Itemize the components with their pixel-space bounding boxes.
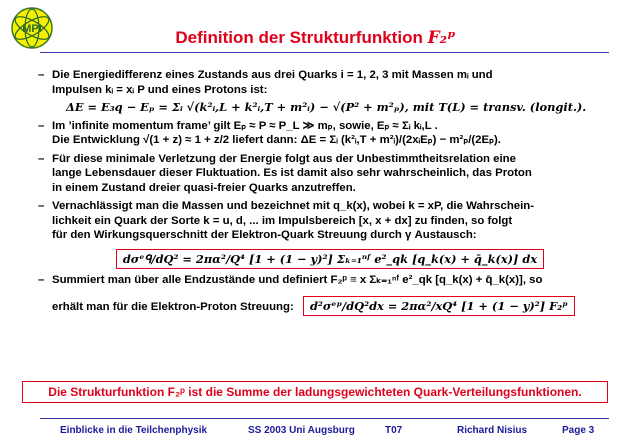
bullet-1	[38, 68, 608, 115]
bullet-dash: –	[38, 200, 45, 212]
bullet-4	[38, 199, 608, 269]
bullet-dash: –	[38, 69, 45, 81]
footer-page: Page 3	[562, 425, 595, 436]
logo-text: MPI	[22, 23, 42, 35]
title-symbol: F₂ᵖ	[427, 28, 456, 48]
header-rule	[40, 52, 609, 53]
bullet-dash: –	[38, 274, 45, 286]
footer-topic: T07	[385, 425, 403, 436]
page-title	[0, 28, 631, 48]
electron-proton-cross-section-equation: d²σᵉᵖ/dQ²dx = 2πα²/xQ⁴ [1 + (1 − y)²] F₂ᵖ	[303, 296, 575, 317]
bullet-4-line2: lichkeit ein Quark der Sorte k = u, d, ... im Impulsbereich [x, x + dx] zu finden, so folgt	[52, 214, 513, 227]
slide-body	[38, 64, 608, 316]
footer-semester: SS 2003 Uni Augsburg	[248, 425, 355, 436]
energy-difference-equation: ΔE = E₃q − Eₚ = Σᵢ √(k²ᵢ,L + k²ᵢ,T + m²ᵢ) − √(P² + m²ₚ), mit T(L) = transv. (longit.).	[66, 100, 587, 114]
bullet-4-line3: für den Wirkungsquerschnitt der Elektron-Quark Streuung durch γ Austausch:	[52, 229, 477, 241]
bullet-5-line1: Summiert man über alle Endzustände und definiert F₂ᵖ ≡ x Σₖ₌₁ⁿᶠ e²_qk [q_k(x) + q̄_k(x)], so	[52, 274, 543, 286]
bullet-3	[38, 152, 608, 196]
footer-rule	[40, 418, 609, 419]
footer-course: Einblicke in die Teilchenphysik	[60, 425, 208, 436]
bullet-4-line1: Vernachlässigt man die Massen und bezeichnet mit q_k(x), wobei k = xP, die Wahrschein-	[52, 200, 535, 212]
summary-box: Die Strukturfunktion F₂ᵖ ist die Summe der ladungsgewichteten Quark-Verteilungsfunktionen.	[22, 381, 608, 403]
bullet-5	[38, 273, 608, 316]
title-prefix: Definition der Strukturfunktion	[175, 28, 423, 47]
bullet-2	[38, 119, 608, 148]
bullet-1-line1: Die Energiedifferenz eines Zustands aus drei Quarks i = 1, 2, 3 mit Massen mᵢ und	[52, 69, 493, 81]
bullet-5-line2: erhält man für die Elektron-Proton Streuung:	[52, 300, 294, 313]
bullet-dash: –	[38, 152, 45, 165]
bullet-3-line3: in einem Zustand dreier quasi-freier Quarks anzutreffen.	[52, 181, 356, 194]
bullet-3-line2: lange Lebensdauer dieser Fluktuation. Es ist damit also sehr wahrscheinlich, das Proton	[52, 167, 532, 179]
electron-quark-cross-section-equation: dσᵉᑫ/dQ² = 2πα²/Q⁴ [1 + (1 − y)²] Σₖ₌₁ⁿᶠ e²_qk [q_k(x) + q̄_k(x)] dx	[116, 249, 544, 270]
bullet-dash: –	[38, 119, 45, 132]
bullet-2-line2: Die Entwicklung √(1 + z) ≈ 1 + z/2 liefert dann: ΔE = Σᵢ (k²ᵢ,T + m²ᵢ)/(2xᵢEₚ) − m²ₚ/(2Eₚ).	[52, 134, 501, 146]
bullet-2-line1: Im ’infinite momentum frame’ gilt Eₚ ≈ P ≈ P_L ≫ mₚ, sowie, Eₚ ≈ Σᵢ kᵢ,L .	[52, 119, 438, 132]
footer-author: Richard Nisius	[457, 425, 528, 436]
bullet-3-line1: Für diese minimale Verletzung der Energie folgt aus der Unbestimmtheitsrelation eine	[52, 152, 516, 165]
bullet-1-line2: Impulsen kᵢ = xᵢ P und eines Protons ist:	[52, 83, 268, 96]
